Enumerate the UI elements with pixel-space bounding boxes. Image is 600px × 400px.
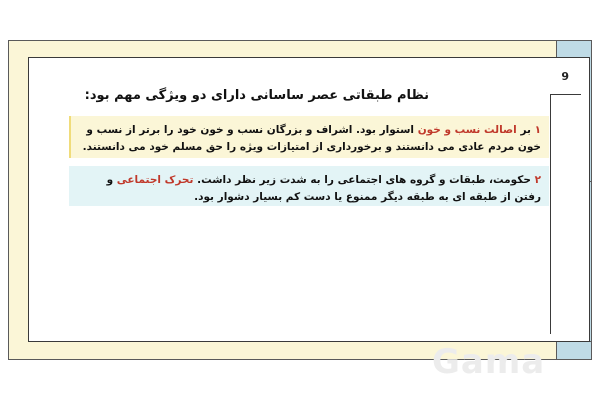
gama-watermark-logo: Gama — [432, 342, 546, 382]
point-highlight: اصالت نسب و خون — [417, 124, 517, 136]
slide-content — [28, 57, 590, 342]
point-text: و رفتن از طبقه ای به طبقه دیگر ممنوع یا دست کم بسیار دشوار بود. — [106, 174, 541, 203]
page-number: 9 — [561, 70, 569, 83]
slide-title: نظام طبقاتی عصر ساسانی دارای دو ویژگی مهم بود: — [84, 88, 429, 103]
point-number: ۱ — [534, 124, 541, 136]
point-box-1 — [69, 116, 549, 158]
point-number: ۲ — [534, 174, 541, 186]
point-text: استوار بود. اشراف و بزرگان نسب و خون خود را برتر از نسب و خون مردم عادی می دانستند و برخورداری از امتیازات ویژه را حق مسلم خود می دانستند. — [82, 124, 541, 153]
corner-rule-vertical — [550, 94, 551, 334]
corner-rule — [551, 94, 581, 95]
point-box-2 — [69, 166, 549, 206]
point-lead-text: حکومت، طبقات و گروه های اجتماعی را به شدت زیر نظر داشت. — [197, 174, 531, 186]
point-lead-text: بر — [520, 124, 531, 136]
slide-frame — [8, 40, 591, 360]
point-highlight: تحرک اجتماعی — [116, 174, 194, 186]
